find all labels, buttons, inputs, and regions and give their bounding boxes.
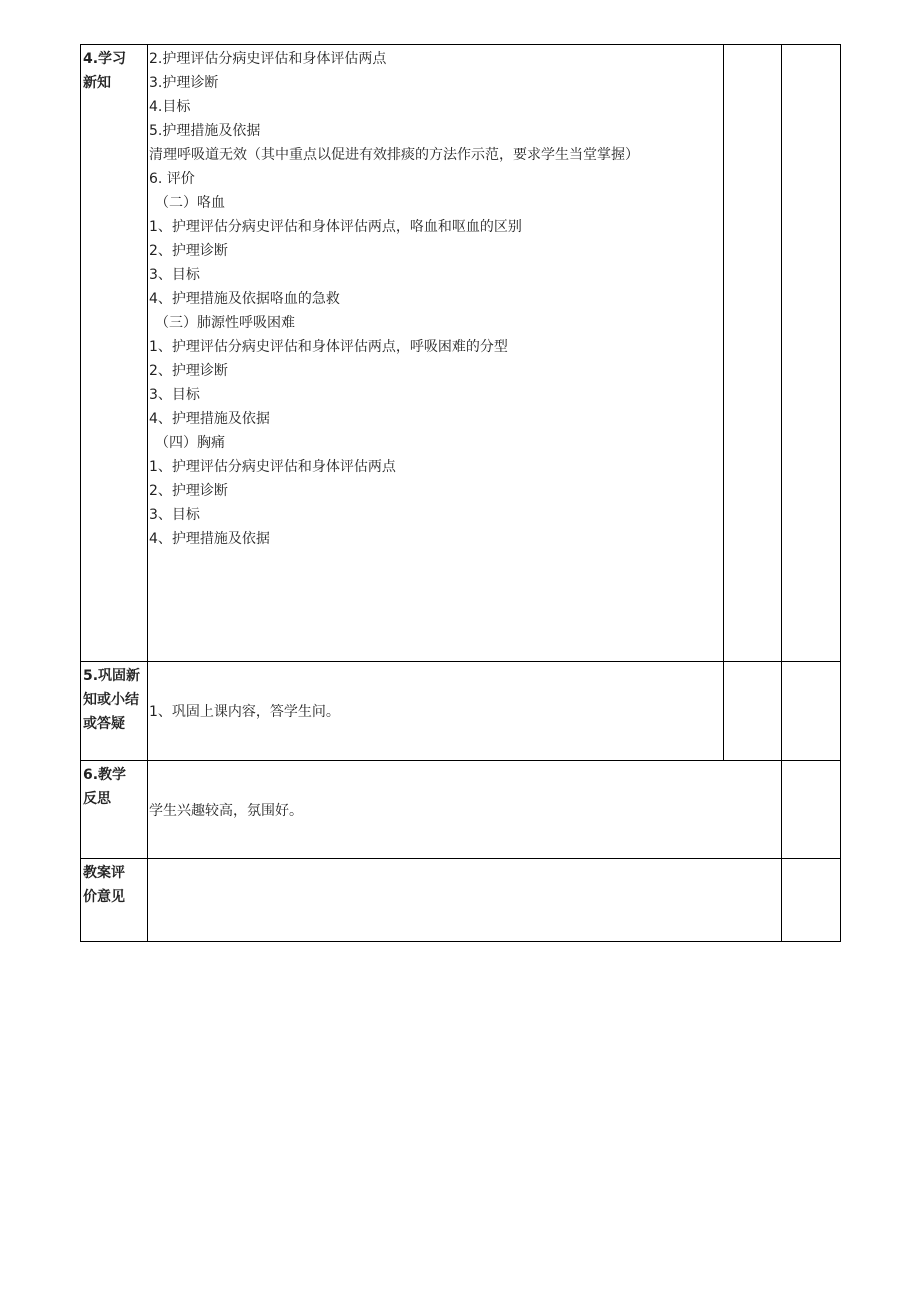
row-consolidate: [81, 662, 841, 761]
content-line: 2.护理评估分病史评估和身体评估两点: [149, 51, 387, 67]
content-line: 3、目标: [149, 507, 200, 523]
content-line: 1、巩固上课内容，答学生问。: [149, 704, 340, 720]
content-line: 2、护理诊断: [149, 243, 228, 259]
content-line: 2、护理诊断: [149, 363, 228, 379]
content-line: 4、护理措施及依据: [149, 411, 270, 427]
empty-cell: [782, 761, 841, 859]
content-learn-new-knowledge: [148, 45, 724, 662]
content-line: 清理呼吸道无效（其中重点以促进有效排痰的方法作示范，要求学生当堂掌握）: [149, 147, 639, 163]
content-line: 4.目标: [149, 99, 191, 115]
row-plan-evaluation: [81, 859, 841, 942]
row-label-line: 5.巩固新: [83, 668, 141, 684]
empty-cell: [782, 662, 841, 761]
content-teaching-reflection: [148, 761, 782, 859]
row-learn-new-knowledge: [81, 45, 841, 662]
content-line: 1、护理评估分病史评估和身体评估两点，咯血和呕血的区别: [149, 219, 522, 235]
row-label-plan-evaluation: [81, 859, 148, 942]
content-plan-evaluation: [148, 859, 782, 942]
empty-cell: [782, 45, 841, 662]
content-line: 3、目标: [149, 387, 200, 403]
row-teaching-reflection: [81, 761, 841, 859]
content-line: 3、目标: [149, 267, 200, 283]
content-line: 2、护理诊断: [149, 483, 228, 499]
empty-cell: [724, 45, 782, 662]
content-line: 6. 评价: [149, 171, 195, 187]
content-line: 1、护理评估分病史评估和身体评估两点: [149, 459, 396, 475]
row-label-consolidate: [81, 662, 148, 761]
content-line: 4、护理措施及依据咯血的急救: [149, 291, 340, 307]
row-label-teaching-reflection: [81, 761, 148, 859]
section-heading: （三）肺源性呼吸困难: [155, 315, 295, 331]
empty-cell: [724, 662, 782, 761]
content-consolidate: [148, 662, 724, 761]
empty-cell: [782, 859, 841, 942]
row-label-line: 知或小结: [83, 692, 139, 708]
content-line: 1、护理评估分病史评估和身体评估两点，呼吸困难的分型: [149, 339, 508, 355]
row-label-learn-new-knowledge: [81, 45, 148, 662]
row-label-line: 教案评: [83, 865, 125, 881]
row-label-line: 反思: [83, 791, 111, 807]
row-label-line: 价意见: [83, 889, 125, 905]
content-line: 5.护理措施及依据: [149, 123, 261, 139]
row-label-line: 或答疑: [83, 716, 125, 732]
section-heading: （二）咯血: [155, 195, 225, 211]
row-label-line: 新知: [83, 75, 111, 91]
row-label-line: 6.教学: [83, 767, 127, 783]
content-line: 学生兴趣较高，氛围好。: [149, 802, 303, 819]
row-label-line: 4.学习: [83, 51, 127, 67]
content-line: 3.护理诊断: [149, 75, 219, 91]
lesson-plan-table: [80, 44, 841, 942]
section-heading: （四）胸痛: [155, 435, 225, 451]
content-line: 4、护理措施及依据: [149, 531, 270, 547]
